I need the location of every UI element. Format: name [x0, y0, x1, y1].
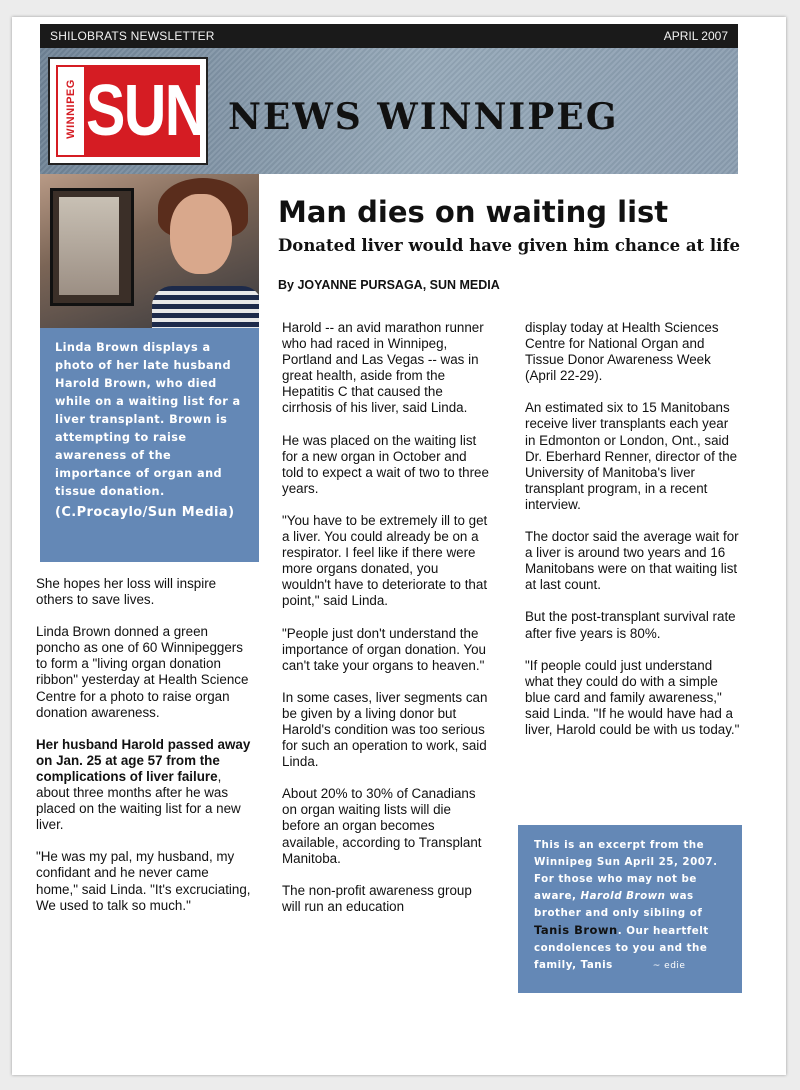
paragraph: The non-profit awareness group will run an education	[282, 882, 472, 914]
paragraph: An estimated six to 15 Manitobans receive liver transplants each year in Edmonton or London, Ont., said Dr. Eberhard Renner, director of the University of Manitoba's liver transplant program, in a recent interview.	[525, 400, 738, 512]
highlighted-name: Tanis Brown	[534, 923, 618, 937]
article-photo	[40, 174, 259, 328]
paragraph: But the post-transplant survival rate after five years is 80%.	[525, 609, 736, 641]
article-subheadline: Donated liver would have given him chance at life	[278, 236, 741, 255]
paragraph: She hopes her loss will inspire others to save lives.	[36, 576, 217, 608]
paragraph: "People just don't understand the importance of organ donation. You can't take your organs to heaven."	[282, 625, 486, 673]
article-byline: By JOYANNE PURSAGA, SUN MEDIA	[278, 278, 500, 292]
photo-credit: (C.Procaylo/Sun Media)	[55, 505, 235, 520]
paragraph: Linda Brown donned a green poncho as one of 60 Winnipeggers to form a "living organ donation ribbon" yesterday at Health Science Centre for a photo to raise organ donation awareness.	[36, 624, 249, 720]
editor-note: This is an excerpt from the Winnipeg Sun April 25, 2007. For those who may not be aware, Harold Brown was brother and only sibling of Tanis Brown. Our heartfelt condolences to you and the family, Tanis ~ edie	[518, 825, 742, 993]
paragraph: "If people could just understand what they could do with a simple blue card and family awareness," said Linda. "If he would have had a liver, Harold could be with us today."	[525, 657, 740, 737]
bold-lead: Her husband Harold passed away on Jan. 25 at age 57 from the complications of liver failure	[36, 736, 251, 784]
paragraph: The doctor said the average wait for a liver is around two years and 16 Manitobans were on that waiting list at last count.	[525, 529, 739, 593]
newsletter-date: APRIL 2007	[663, 29, 728, 43]
paragraph: Her husband Harold passed away on Jan. 25 at age 57 from the complications of liver failure, about three months after he was placed on the waiting list for a new liver.	[36, 736, 251, 833]
framed-photo	[50, 188, 134, 306]
paragraph: He was placed on the waiting list for a new organ in October and told to expect a wait of two to three years.	[282, 432, 489, 496]
newsletter-header-bar	[40, 24, 738, 48]
article-column-3	[525, 320, 740, 754]
masthead-title: NEWS WINNIPEG	[228, 96, 619, 138]
photo-caption: Linda Brown displays a photo of her late husband Harold Brown, who died while on a waiting list for a liver transplant. Brown is attempting to raise awareness of the importance of organ and tissue donation. (C.Procaylo/Sun Media)	[40, 328, 259, 562]
paragraph: "He was my pal, my husband, my confidant and he never came home," said Linda. "It's excruciating, We used to talk so much."	[36, 849, 251, 913]
newsletter-name: SHILOBRATS NEWSLETTER	[50, 29, 215, 43]
paragraph: About 20% to 30% of Canadians on organ waiting lists will die before an organ becomes available, according to Transplant Manitoba.	[282, 786, 482, 866]
winnipeg-sun-logo: WINNIPEG SUN	[48, 57, 208, 165]
article-column-1	[36, 576, 251, 930]
paragraph: display today at Health Sciences Centre for National Organ and Tissue Donor Awareness Week (April 22-29).	[525, 320, 719, 384]
article-column-2	[282, 320, 490, 931]
paragraph: In some cases, liver segments can be given by a living donor but Harold's condition was too serious for such an operation to work, said Linda.	[282, 689, 488, 770]
paragraph: "You have to be extremely ill to get a liver. You could already be on a respirator. I feel like if there were more organs donated, you wouldn't have to deteriorate to that point," said Linda.	[282, 512, 488, 609]
note-signature: ~ edie	[652, 961, 686, 971]
article-headline: Man dies on waiting list	[278, 195, 669, 229]
paragraph: Harold -- an avid marathon runner who had raced in Winnipeg, Portland and Las Vegas -- was in great health, aside from the Hepatitis C that caused the cirrhosis of his liver, said Linda.	[282, 320, 484, 416]
masthead-banner	[40, 48, 738, 174]
